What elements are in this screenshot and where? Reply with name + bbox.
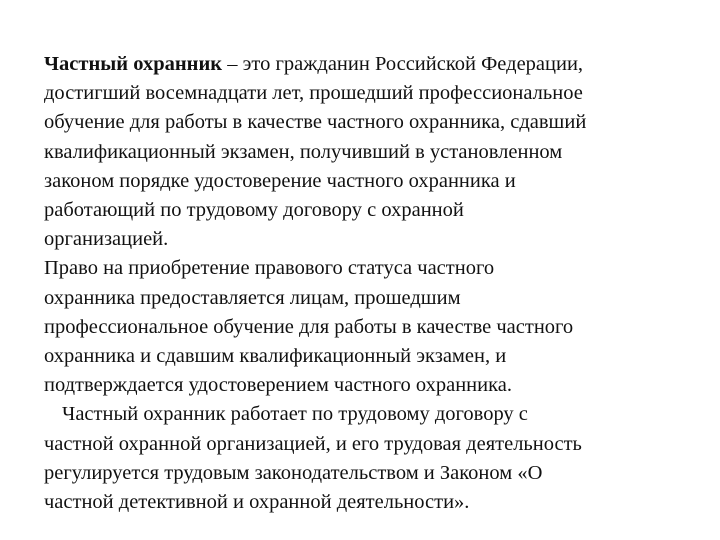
text-line: квалификационный экзамен, получивший в установленном <box>44 140 563 163</box>
text-line: охранника и сдавшим квалификационный экзамен, и <box>44 345 507 368</box>
paragraph-status-right <box>44 254 694 400</box>
paragraph-employment <box>44 400 694 517</box>
text-line: законом порядке удостоверение частного охранника и <box>44 169 516 192</box>
text-line: обучение для работы в качестве частного охранника, сдавший <box>44 111 587 134</box>
text-line: частной детективной и охранной деятельности». <box>44 491 470 514</box>
text-line <box>44 50 694 79</box>
body-text <box>44 50 694 517</box>
text-line: достигший восемнадцати лет, прошедший профессиональное <box>44 82 583 105</box>
definition-text: – это гражданин Российской Федерации, <box>222 53 584 75</box>
paragraph-definition <box>44 50 694 254</box>
defined-term: Частный охранник <box>44 53 223 75</box>
text-line: работающий по трудовому договору с охранной <box>44 199 464 222</box>
text-line: регулируется трудовым законодательством и Законом «О <box>44 461 543 484</box>
text-line: профессиональное обучение для работы в качестве частного <box>44 315 574 338</box>
text-line: частной охранной организацией, и его трудовая деятельность <box>44 432 582 455</box>
text-line: Частный охранник работает по трудовому договору с <box>62 403 528 426</box>
text-line: охранника предоставляется лицам, прошедшим <box>44 286 461 309</box>
text-line: подтверждается удостоверением частного охранника. <box>44 374 512 397</box>
text-line: организацией. <box>44 228 169 251</box>
text-line: Право на приобретение правового статуса частного <box>44 257 495 280</box>
